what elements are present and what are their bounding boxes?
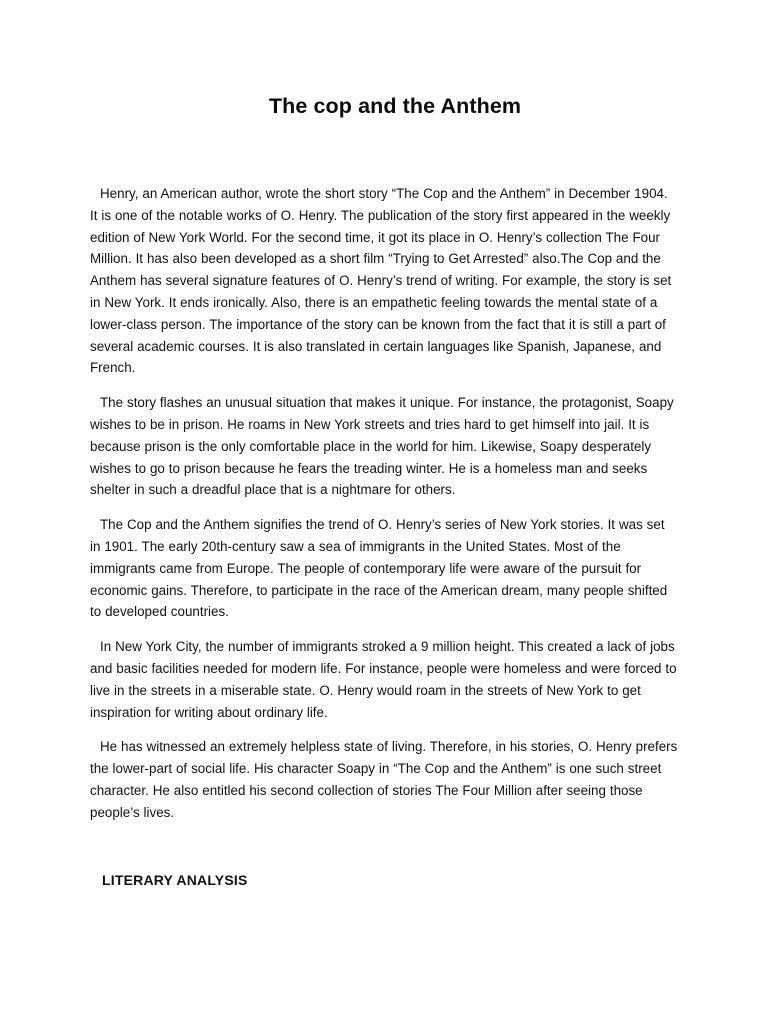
section-heading-literary-analysis: LITERARY ANALYSIS [102, 872, 248, 888]
paragraph-5: He has witnessed an extremely helpless state of living. Therefore, in his stories, O. Henry prefers the lower-part of social life. His character Soapy in “The Cop and the Anthem” is one such street character. He also entitled his second collection of stories The Four Million after seeing those people’s lives. [90, 739, 678, 820]
paragraph-1: Henry, an American author, wrote the short story “The Cop and the Anthem” in December 1904. It is one of the notable works of O. Henry. The publication of the story first appeared in the weekly edition of New York World. For the second time, it got its place in O. Henry’s collection The Four Million. It has also been developed as a short film “Trying to Get Arrested” also.The Cop and the Anthem has several signature features of O. Henry’s trend of writing. For example, the story is set in New York. It ends ironically. Also, there is an empathetic feeling towards the mental state of a lower-class person. The importance of the story can be known from the fact that it is still a part of several academic courses. It is also translated in certain languages like Spanish, Japanese, and French. [90, 186, 672, 376]
paragraph-4: In New York City, the number of immigrants stroked a 9 million height. This created a lack of jobs and basic facilities needed for modern life. For instance, people were homeless and were forced to live in the streets in a miserable state. O. Henry would roam in the streets of New York to get inspiration for writing about ordinary life. [90, 639, 677, 720]
document-body [90, 183, 678, 837]
document-title: The cop and the Anthem [268, 94, 522, 118]
paragraph-2: The story flashes an unusual situation that makes it unique. For instance, the protagonist, Soapy wishes to be in prison. He roams in New York streets and tries hard to get himself into jail. It is because prison is the only comfortable place in the world for him. Likewise, Soapy desperately wishes to go to prison because he fears the treading winter. He is a homeless man and seeks shelter in such a dreadful place that is a nightmare for others. [90, 395, 674, 498]
paragraph-3: The Cop and the Anthem signifies the trend of O. Henry’s series of New York stories. It was set in 1901. The early 20th-century saw a sea of immigrants in the United States. Most of the immigrants came from Europe. The people of contemporary life were aware of the pursuit for economic gains. Therefore, to participate in the race of the American dream, many people shifted to developed countries. [90, 517, 668, 620]
